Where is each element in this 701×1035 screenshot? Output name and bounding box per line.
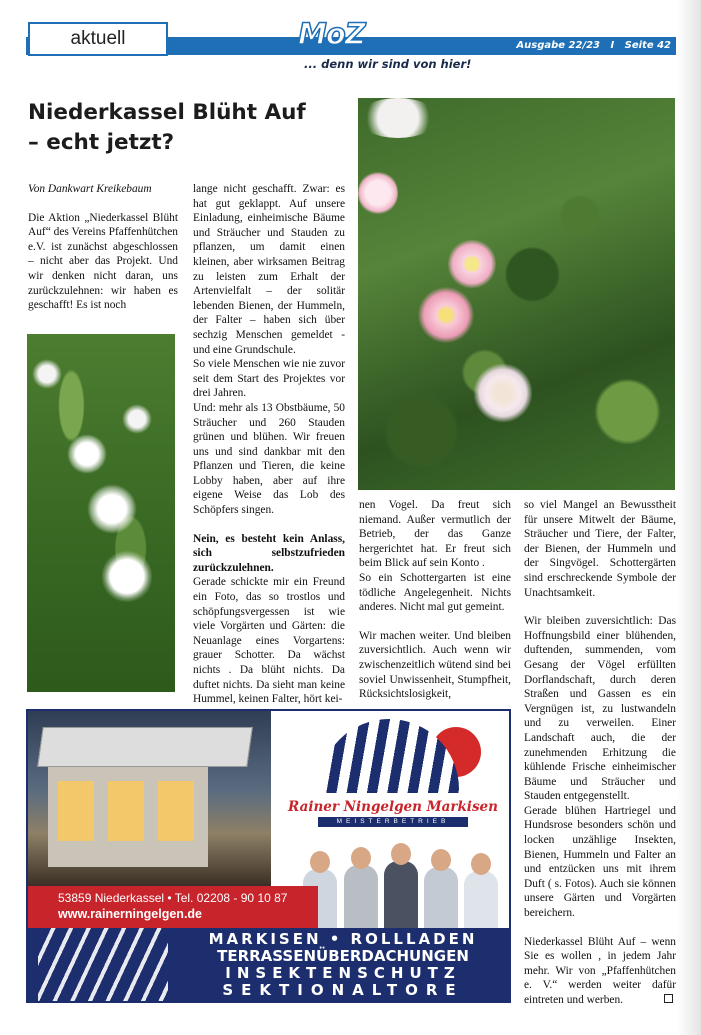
paragraph: Gerade schickte mir ein Freund ein Foto, das so trostlos und schöpfungsvergessen ist wie viele Vorgärten und Gärten: die Neuanlage eines Vorgartens: grauer Schotter. Da wächst nichts . Da blüht nichts. Da duftet nichts. Da sieht man keine Hummel, keinen Falter, hört kei- — [193, 576, 345, 706]
paragraph: Niederkassel Blüht Auf – wenn Sie es wollen , in jedem Jahr mehr. Wir von „Pfaffenhütchen e. V.“ werden weiter dafür eintreten und werben. — [524, 935, 676, 1006]
issue-info: Ausgabe 22/23 I Seite 42 — [516, 40, 671, 51]
service-line: MARKISEN • ROLLLADEN — [208, 930, 478, 948]
ad-url[interactable]: www.rainerningelgen.de — [58, 907, 203, 921]
flower-cluster — [102, 549, 152, 604]
flower-cluster — [32, 359, 62, 389]
rose-flower — [473, 363, 533, 423]
ad-brand-name: Rainer Ningelgen Markisen — [288, 799, 498, 815]
rose-flower — [418, 286, 474, 344]
photo-dog-rose — [358, 98, 675, 490]
paragraph: Und: mehr als 13 Obstbäume, 50 Sträucher und 260 Stauden grünen und blühen. Wir freuen uns und sind dankbar mit den Pflanzen und Tieren, die keine Lobby haben, aber auf ihre eigene Weise das Lob des Schöpfers singen. — [193, 401, 345, 517]
byline: Von Dankwart Kreikebaum — [28, 183, 152, 195]
advertisement[interactable] — [26, 709, 511, 1003]
ad-address: 53859 Niederkassel • Tel. 02208 - 90 10 87 — [58, 891, 288, 905]
awning-logo-icon — [319, 719, 459, 793]
photo-flowers-small — [27, 334, 175, 692]
paragraph: Gerade blühen Hartriegel und Hundsrose besonders schön und locken unzählige Insekten, Bienen, Hummeln und Falter an und entzücken uns mit ihrem Duft ( s. Fotos). Auch sie können unsere Gärten und Vorgärten bereichern. — [524, 804, 676, 920]
ad-services — [28, 928, 509, 1001]
flower-cluster — [67, 434, 107, 474]
column-2 — [193, 182, 345, 707]
page-edge-shadow — [677, 0, 701, 1035]
paragraph: Wir bleiben zuversichtlich: Das Hoffnungsbild einer blühenden, duftenden, summenden, vom Gesang der Vögel erfüllten Dorflandschaft, durch deren Straßen und Gassen es ein Vergnügen ist, zu lustwandeln und zu verweilen. Einer Landschaft auch, die der zunehmenden Erhitzung die kühlende Frische einheimischer Bäume und Sträucher und Stauden entgegenstellt. — [524, 615, 676, 803]
service-line: TERRASSENÜBERDACHUNGEN — [217, 947, 469, 965]
title-line-2: – echt jetzt? — [28, 130, 175, 155]
service-line: SEKTIONALTORE — [222, 981, 464, 999]
rose-flower — [358, 170, 398, 216]
article-title — [28, 98, 338, 158]
ad-terrace-photo — [28, 711, 271, 886]
magazine-logo: MoZ — [298, 17, 365, 51]
paragraph: Wir machen weiter. Und bleiben zuversichtlich. Auch wenn wir zwischenzeitlich wütend sind bei soviel Unwissenheit, Stumpfheit, Rücksichtslosigkeit, — [359, 629, 511, 701]
service-line: INSEKTENSCHUTZ — [225, 964, 461, 982]
ad-meisterbetrieb: MEISTERBETRIEB — [318, 817, 468, 827]
slash-decoration — [38, 928, 168, 1001]
paragraph: Die Aktion „Niederkassel Blüht Auf“ des Vereins Pfaffenhütchen e.V. ist zunächst abgeschlossen – nicht aber das Projekt. Und wir denken nicht daran, uns zurückzulehnen: wir haben es geschafft! Es ist noch — [28, 211, 178, 312]
paragraph: So viele Menschen wie nie zuvor seit dem Start des Projektes vor drei Jahren. — [193, 358, 345, 400]
subheading: Nein, es besteht kein Anlass, sich selbstzufrieden zurückzulehnen. — [193, 532, 345, 574]
rose-flower — [358, 98, 438, 138]
end-mark-icon — [664, 994, 673, 1003]
column-3 — [359, 498, 511, 702]
ad-team-photo — [298, 831, 508, 931]
paragraph: nen Vogel. Da freut sich niemand. Außer vermutlich der Betrieb, der das Ganze hergerichtet hat. Er freut sich beim Blick auf sein Konto . — [359, 499, 511, 570]
column-1 — [28, 182, 178, 313]
flower-cluster — [122, 404, 152, 434]
paragraph: so viel Mangel an Bewusstheit für unsere Mitwelt der Bäume, Sträucher und Tiere, der Falter, der Bienen, der Hummeln und der Singvögel. Schottergärten sind erschreckende Symbole der Unachtsamkeit. — [524, 499, 676, 599]
paragraph: So ein Schottergarten ist eine tödliche Angelegenheit. Nichts anderes. Nicht mal gut gemeint. — [359, 571, 511, 614]
section-label: aktuell — [28, 22, 168, 56]
title-line-1: Niederkassel Blüht Auf — [28, 100, 306, 125]
rose-flower — [448, 238, 496, 290]
flower-cluster — [87, 484, 137, 534]
column-4 — [524, 498, 676, 1008]
awning-illustration — [37, 727, 253, 767]
ad-contact — [28, 886, 318, 928]
paragraph: lange nicht geschafft. Zwar: es hat gut geklappt. Auf unsere Einladung, einheimische Bäume und Sträucher und Stauden zu pflanzen, um damit einen kleinen, aber wirksamen Beitrag zu leisten zum Erhalt der Artenvielfalt – der solitär lebenden Bienen, der Hummeln, der Falter – haben sich über sechzig Menschen gemeldet - und eine Grundschule. — [193, 183, 345, 356]
slogan: ... denn wir sind von hier! — [304, 57, 472, 71]
